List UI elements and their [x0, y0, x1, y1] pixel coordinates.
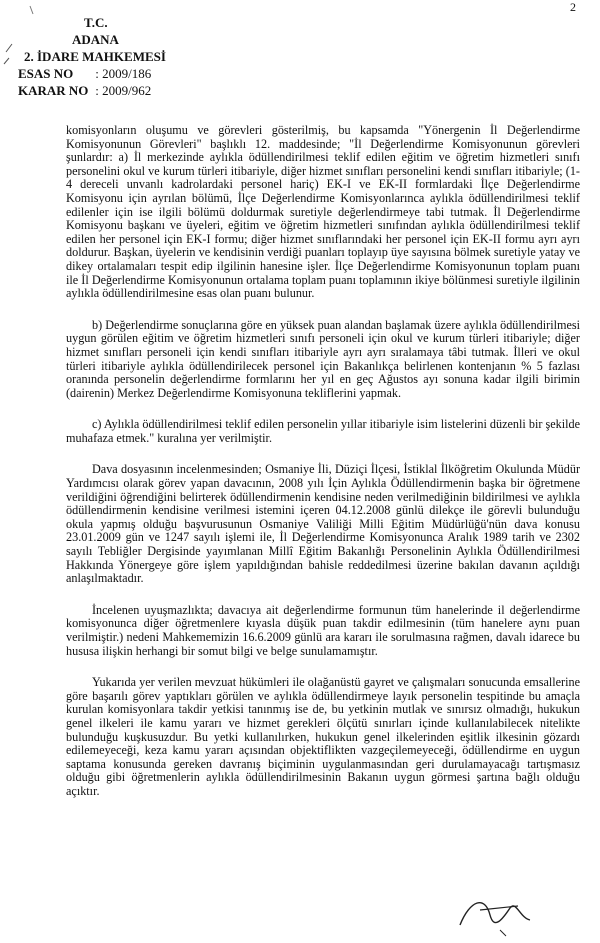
karar-no-line — [18, 82, 166, 99]
header-tc: T.C. — [84, 15, 108, 30]
paragraph: İncelenen uyuşmazlıkta; davacıya ait değerlendirme formunun tüm hanelerinde il değerlendirme komisyonunca diğer öğretmenlere kıyasla düşük puan takdir edilmesinin (tüm hanelere aynı puan verilmiştir.) nedeni Mahkememizin 16.6.2009 günlü ara kararı ile sorulmasına rağmen, davalı idarece bu hususa ilişkin herhangi bir somut bilgi ve belge sunulamamıştır. — [66, 602, 580, 658]
paragraph: komisyonların oluşumu ve görevleri gösterilmiş, bu kapsamda "Yönergenin İl Değerlendirme Komisyonunun Görevleri" başlıklı 12. maddesinde; "İl Değerlendirme Komisyonunun görevleri şunlardır: a) İl merkezinde aylıkla ödüllendirilmesi teklif edilen eğitim ve öğretim hizmetleri sınıfı personelini okul ve kurum türleri itibariyle, diğer hizmet sınıfları personelini kendi sınıfları itibariyle; (1-4 dereceli unvanlı kadrolardaki personel hariç) EK-I ve EK-II formlardaki İlçe Değerlendirme Komisyonu için ayrılan bölümü, İlçe Değerlendirme Komisyonlarınca aylıkla ödüllendirilmesi teklif edilenler için ise ilgili bölümü doldurmak suretiyle değerlendirmeye tabi tutmak. İl Değerlendirme Komisyonu başkanı ve üyeleri, eğitim ve öğretim hizmetleri sınıfından aylıkla ödüllendirilmesi teklif edilen her personel için EK-I formu; diğer hizmet sınıflarındaki her personel için EK-II formu ayrı ayrı doldurur. Başkan, üyelerin ve kendisinin verdiği puanları toplayıp üye sayısına bölmek suretiyle yatay ve dikey ortalamaları tespit edip ilgilinin hanesine işler. İlçe Değerlendirme Komisyonunun toplam puanı ile İl Değerlendirme Komisyonunun ortalama toplam puanı toplamının ikiye bölünmesi suretiyle ilgilinin aylıkla ödüllendirilmesine esas olan puanı bulunur. — [66, 123, 580, 301]
court-header — [18, 14, 166, 99]
esas-no-label: ESAS NO — [18, 66, 74, 81]
handwritten-signature — [440, 880, 560, 940]
esas-no-value: : 2009/186 — [95, 66, 152, 81]
karar-no-value: : 2009/962 — [95, 83, 152, 98]
esas-no-line — [18, 65, 166, 82]
header-city: ADANA — [72, 32, 119, 47]
page-number: 2 — [570, 0, 576, 14]
karar-no-label: KARAR NO — [18, 83, 89, 98]
paragraph: b) Değerlendirme sonuçlarına göre en yüksek puan alandan başlamak üzere aylıkla ödüllendirilmesi uygun görülen eğitim ve öğretim hizmetleri sınıfı personeli için okul ve kurum türleri itibariyle; diğer hizmet sınıfları personeli için kendi sınıfları itibariyle ayrı ayrı sıralamaya tâbi tutmak. İlleri ve okul türleri itibariyle aylıkla ödüllendirilecek personel için Bakanlıkça belirlenen kontenjanın % 5 fazlası oranında personelin değerlendirme formlarını her yıl en geç Ağustos ayı sonuna kadar ilgili birimin (dairenin) Merkez Değerlendirme Komisyonuna tekliflerini yapmak. — [66, 317, 580, 400]
paragraph: Yukarıda yer verilen mevzuat hükümleri ile olağanüstü gayret ve çalışmaları sonucunda emsallerine göre başarılı görev yaptıkları görülen ve aylıkla ödüllendirmeye layık personelin tespitinde bu amaçla kurulan komisyonlara takdir yetkisi tanınmış ise de, bu yetkinin mutlak ve sınırsız olmadığı, hukukun genel ilkeleri ile kamu yararı ve hizmet gerekleri ölçütü sınırları içinde kullanılabilecek nitelikte bulunduğu kuşkusuzdur. Bu yetki kullanılırken, hukukun genel ilkelerinden eşitlik ilkesinin gözardı edilemeyeceği, keza kamu yararı açısından objektiflikten vazgeçilemeyeceği, ödüllendirme en uygun saptama konusunda gereken davranış biçiminin uygulanmasından geri durulamayacağı tartışmasız olduğu gibi öğretmenlerin aylıkla ödüllendirilmesinin Bakanın uygun görmesi şartına bağlı olduğu açıktır. — [66, 675, 580, 798]
paragraph: c) Aylıkla ödüllendirilmesi teklif edilen personelin yıllar itibariyle isim listelerini düzenli bir şekilde muhafaza etmek." kuralına yer verilmiştir. — [66, 417, 580, 445]
header-court-name: 2. İDARE MAHKEMESİ — [24, 49, 166, 64]
document-body — [66, 124, 580, 817]
paragraph: Dava dosyasının incelenmesinden; Osmaniye İli, Düziçi İlçesi, İstiklal İlköğretim Okulunda Müdür Yardımcısı olarak görev yapan davacının, 2008 yılı İçin Aylıkla Ödüllendirmenin başka bir öğretmene verildiğini öğrendiğini belirterek ödüllendirmenin kendisine neden verilmediğinin bildirilmesi ve aylıkla ödüllendirmenin kendisine verilmesi istemini içeren 04.12.2008 günlü dilekçe ile görevli bulunduğu okula yapmış olduğu başvurusunun Osmaniye Valiliği Milli Eğitim Müdürlüğü'nün dava konusu 23.01.2009 gün ve 1247 sayılı işlemi ile, İl Değerlendirme Komisyonunca Aralık 1989 tarih ve 2302 sayılı Tebliğler Dergisinde yayımlanan Millî Eğitim Bakanlığı Personelinin Aylıkla Ödüllendirilmesi Hakkında Yönergeye göre işlem yapıldığından bahisle reddedilmesi üzerine bakılan davanın açıldığı anlaşılmaktadır. — [66, 462, 580, 586]
